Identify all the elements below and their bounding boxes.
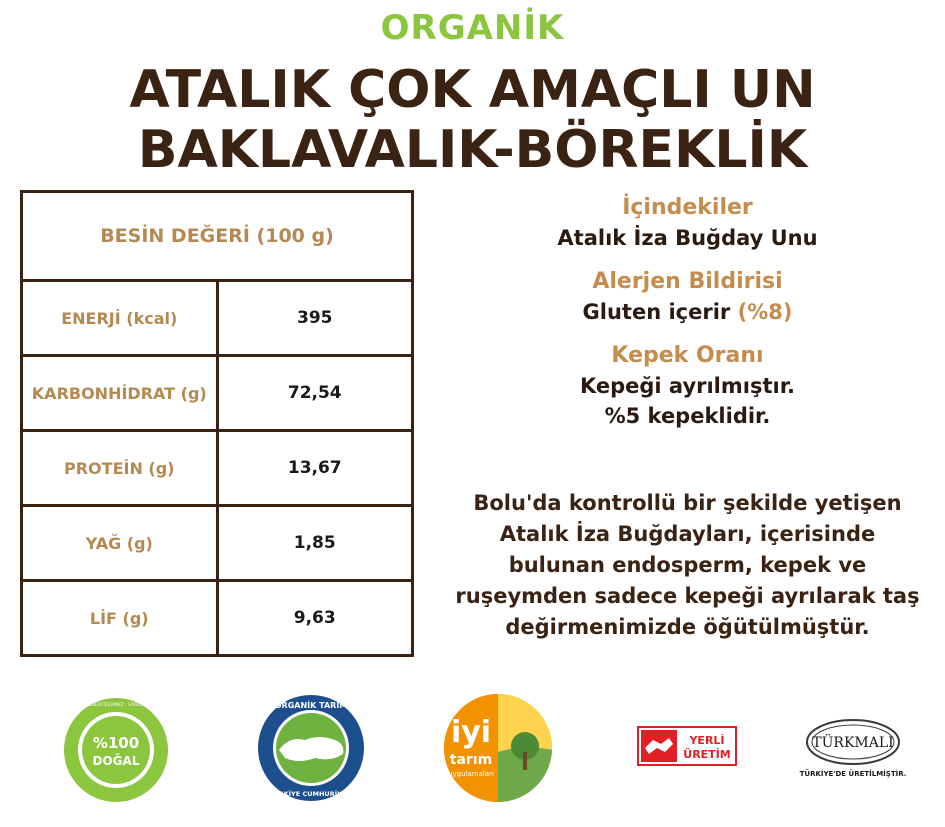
brand-label: ORGANİK xyxy=(380,8,565,48)
ingredients-heading: İçindekiler xyxy=(622,195,753,220)
product-title xyxy=(0,60,945,180)
table-row xyxy=(22,356,413,431)
allergen-text: Gluten içerir xyxy=(582,300,731,324)
product-description xyxy=(430,488,945,643)
table-row xyxy=(22,281,413,356)
allergen-heading: Alerjen Bildirisi xyxy=(592,269,783,294)
nutrient-value: 13,67 xyxy=(217,431,413,506)
turkmali-caption: TÜRKİYE'DE ÜRETİLMİŞTİR. xyxy=(799,770,907,778)
nutrient-label: ENERJİ (kcal) xyxy=(22,281,218,356)
product-info xyxy=(430,193,945,431)
yerli-word: YERLİ xyxy=(689,734,725,747)
iyi-tarim-badge xyxy=(443,692,553,804)
bran-text-1: Kepeği ayrılmıştır. xyxy=(579,374,796,398)
organic-badge-top: ORGANİK TARIM xyxy=(274,701,348,710)
nutrient-value: 72,54 xyxy=(217,356,413,431)
description-line: bulunan endosperm, kepek ve xyxy=(508,553,867,577)
organic-badge-bottom: TÜRKİYE CUMHURİYETİ xyxy=(268,790,354,798)
description-line: değirmenimizde öğütülmüştür. xyxy=(505,615,870,639)
certification-badges xyxy=(0,688,945,823)
table-row xyxy=(22,581,413,656)
nutrient-value: 1,85 xyxy=(217,506,413,581)
organic-badge xyxy=(255,692,367,804)
nutrient-value: 395 xyxy=(217,281,413,356)
uygulamalari-word: uygulamaları xyxy=(448,770,494,778)
description-line: ruşeymden sadece kepeği ayrılarak taş xyxy=(455,584,920,608)
natural-badge-ring-text: KOLESTEROL KATKI MADDESİ İÇERMEZ · SAĞLIKLI VE GÜVENİLİR ÜRÜN xyxy=(36,703,196,708)
yerli-uretim-badge xyxy=(637,726,737,766)
bran-heading: Kepek Oranı xyxy=(611,343,764,368)
uretim-word: ÜRETİM xyxy=(683,748,731,761)
nutrient-label: KARBONHİDRAT (g) xyxy=(22,356,218,431)
table-row xyxy=(22,506,413,581)
nutrient-value: 9,63 xyxy=(217,581,413,656)
turkmali-word: TÜRKMALI xyxy=(812,735,894,751)
nutrition-header-row xyxy=(22,192,413,281)
nutrient-label: LİF (g) xyxy=(22,581,218,656)
natural-badge-word: DOĞAL xyxy=(92,754,140,768)
title-line-2: BAKLAVALIK-BÖREKLİK xyxy=(137,120,808,180)
nutrient-label: PROTEİN (g) xyxy=(22,431,218,506)
turkmali-badge xyxy=(788,714,918,784)
description-line: Bolu'da kontrollü bir şekilde yetişen xyxy=(473,491,902,515)
bran-text-2: %5 kepeklidir. xyxy=(604,404,771,428)
iyi-word: iyi xyxy=(450,715,492,750)
tarim-word: tarım xyxy=(449,752,493,768)
allergen-line xyxy=(430,297,945,327)
nutrition-header: BESİN DEĞERİ (100 g) xyxy=(22,192,413,281)
table-row xyxy=(22,431,413,506)
description-line: Atalık İza Buğdayları, içerisinde xyxy=(499,522,876,546)
ingredients-text: Atalık İza Buğday Unu xyxy=(557,226,818,250)
nutrient-label: YAĞ (g) xyxy=(22,506,218,581)
natural-badge-pct: %100 xyxy=(92,734,140,752)
title-line-1: ATALIK ÇOK AMAÇLI UN xyxy=(129,60,816,120)
natural-badge xyxy=(36,694,196,806)
allergen-percent: (%8) xyxy=(737,300,793,324)
nutrition-table xyxy=(20,190,414,657)
